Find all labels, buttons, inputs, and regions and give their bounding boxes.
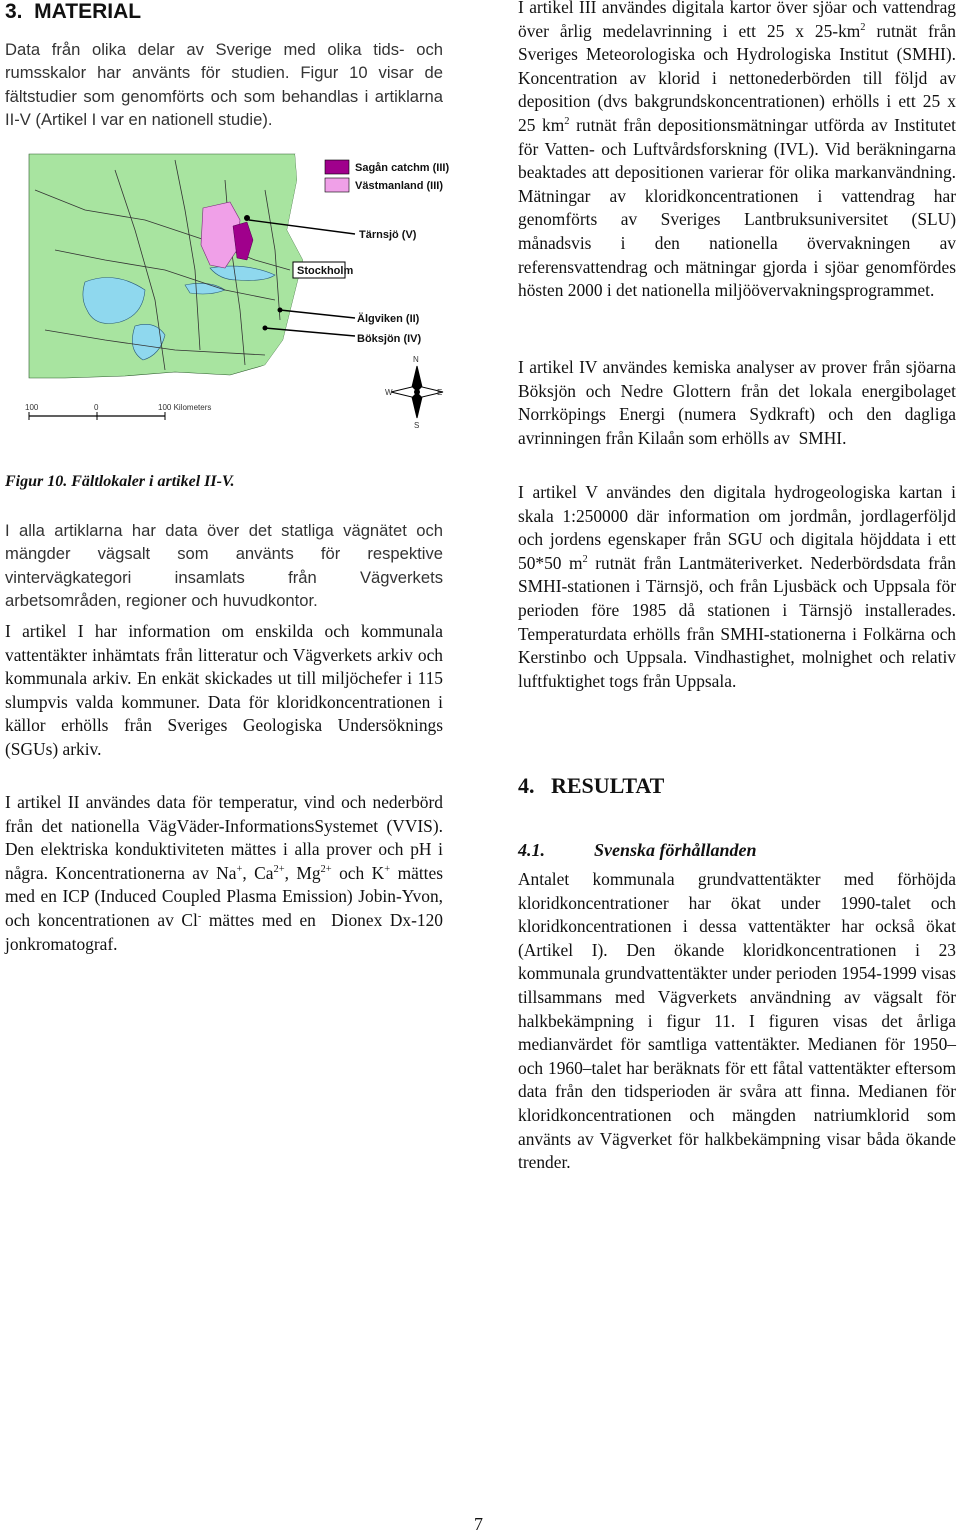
paragraph-article-4: I artikel IV användes kemiska analyser av prover från sjöarna Böksjön och Nedre Glottern från det lokala energibolaget Norrköpings Energi (numera Sydkraft) och den dagliga avrinningen från Kilaån som erhölls av SMHI. [518,357,956,448]
legend-swatch-vastmanland [325,178,349,192]
subsection-title: Svenska förhållanden [594,840,757,860]
compass-w: W [385,388,393,397]
map-svg [25,150,465,432]
section-heading: 3. MATERIAL [5,0,142,23]
algviken-marker [278,308,283,313]
label-algviken: Älgviken (II) [357,313,420,325]
legend-vastmanland: Västmanland (III) [355,180,444,192]
paragraph-article-3: I artikel III användes digitala kartor över sjöar och vattendrag över årlig medelavrinning i ett 25 x $25-km^2$ rutnät från Sveriges Meteorologiska och Hydrologiska Institut (SMHI). Koncentration av klorid i nettonederbörden till följd av deposition (dvs bakgrundskoncentrationen) erhölls i ett 25 x 25 $km^2$ rutnät från depositionsmätningar utförda av Institutet för Vatten- och Luftvårdsforskning (IVL). Vid beräkningarna beaktades att depositionen varierar för olika markanvändning. Mätningar av kloridkoncentrationen i vattendrag har genomförts av Sveriges Lantbruksuniversitet (SLU) månadsvis i den nationella övervakningen av referensvattendrag och mätningar gjorda i sjöar genomfördes hösten 2000 i det nationella miljöövervakningsprogrammet. [518,0,956,301]
subsection-number: 4.1. [518,840,545,860]
compass-n: N [413,355,419,364]
paragraph-road-data: I alla artiklarna har data över det statliga vägnätet och mängder vägsalt som använts för respektive vintervägkategori insamlats från Vägverkets arbetsområden, regioner och huvudkontor. [5,521,443,611]
land-area [29,154,303,378]
legend-sagan: Sagån catchm (III) [355,162,450,174]
label-tarnsjo: Tärnsjö (V) [359,229,417,241]
figure-caption: Figur 10. Fältlokaler i artikel II-V. [5,473,235,490]
intro-paragraph: Data från olika delar av Sverige med olika tids- och rumsskalor har använts för studien. Figur 10 visar de fältstudier som genomförts och som behandlas i artiklarna II-V (Artikel I var en nationell studie). [5,40,443,130]
field-sites-map [25,150,465,432]
results-heading: 4. RESULTAT [518,773,665,798]
scale-right: 100 Kilometers [158,403,212,412]
compass-e: E [437,388,443,397]
scale-left: 100 [25,403,39,412]
tarnsjo-marker [244,215,250,221]
scale-bar [29,412,165,420]
compass-rose [391,366,443,418]
paragraph-article-2: I artikel II användes data för temperatur, vind och nederbörd från det nationella VägVäder-InformationsSystemet (VVIS). Den elektriska konduktiviteten mättes i alla prover och pH i några. Koncentrationerna av Na+, $Ca^{2+}$, $Mg^{2+}$ och K+ mättes med en ICP (Induced Coupled Plasma Emission) Jobin-Yvon, och koncentrationen av Cl- mättes med en Dionex Dx-120 jonkromatograf. [5,792,444,954]
paragraph-article-1: I artikel I har information om enskilda och kommunala vattentäkter inhämtats från litteratur och Vägverkets arkiv och kommunala arkiv. En enkät skickades ut till miljöchefer i 115 slumpvis valda kommuner. Data för kloridkoncentrationen i källor erhölls från Sveriges Geologiska Undersöknings (SGUs) arkiv. [5,621,443,759]
legend-swatch-sagan [325,160,349,174]
scale-mid: 0 [94,403,99,412]
boksjon-marker [263,326,268,331]
paragraph-article-5: I artikel V användes den digitala hydrogeologiska kartan i skala 1:250000 där information om jordmån, jordlagerföljd och jordens egenskaper från SGU och digitala höjddata i ett 50*50 $m^2$ rutnät från Lantmäteriverket. Nederbördsdata från SMHI-stationen i Tärnsjö, och från Ljusbäck och Uppsala för perioden före 1985 då stationen i Tärnsjö installerades. Temperaturdata erhölls från SMHI-stationerna i Folkärna och Kerstinbo och Uppsala. Vindhastighet, molnighet och relativ luftfuktighet togs från Uppsala. [518,482,956,691]
paragraph-results: Antalet kommunala grundvattentäkter med förhöjda kloridkoncentrationer har ökat under 1990-talet och kloridkoncentrationen i dessa vattentäkter har också ökat (Artikel I). Den ökande kloridkoncentrationen i 23 kommunala grundvattentäkter under perioden 1954-1999 visas tillsammans med Vägverkets användning av vägsalt för halkbekämpning i figur 11. I figuren visas det årliga medianvärdet för samtliga vattentäkter. Medianen för 1950– och 1960–talet har beräknats för ett fåtal vattentäkter eftersom data från den tidsperioden är svåra att finna. Medianen för kloridkoncentrationen och mängden natriumklorid som använts av Vägverket för halkbekämpning visar båda ökande trender. [518,869,956,1173]
compass-s: S [414,421,420,430]
stockholm-label: Stockholm [297,265,354,277]
label-boksjon: Böksjön (IV) [357,333,422,345]
page-number: 7 [474,1514,483,1534]
